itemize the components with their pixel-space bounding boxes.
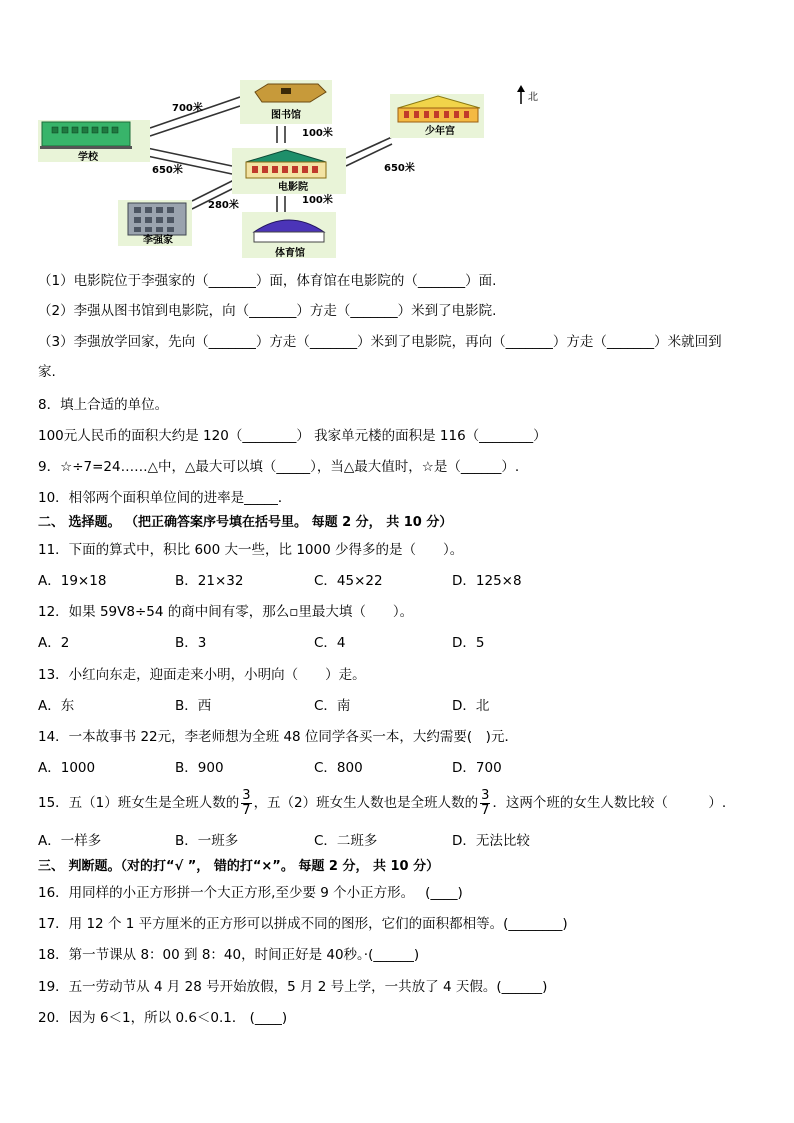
q7-part2: （2）李强从图书馆到电影院，向（_______）方走（_______）米到了电影院. [38,303,497,319]
q9: 9．☆÷7=24……△中，△最大可以填（_____），当△最大值时，☆是（______）. [38,459,520,475]
q14-option-b: B．900 [175,760,224,776]
distance-library-cinema: 100米 [302,128,333,139]
distance-home-cinema: 280米 [208,200,239,211]
q13-option-b: B．西 [175,698,212,714]
q15-stem-part-a: 15．五（1）班女生是全班人数的 [38,795,240,811]
library-label: 图书馆 [271,110,301,121]
cinema-building [232,148,346,194]
fraction-numerator: 3 [481,787,490,803]
q8-title: 8．填上合适的单位。 [38,397,169,413]
q15-option-d: D．无法比较 [452,833,530,849]
q14-option-a: A．1000 [38,760,96,776]
home-building [118,200,192,246]
q17: 17．用 12 个 1 平方厘米的正方形可以拼成不同的图形，它们的面积都相等。(________) [38,916,568,932]
school-building [38,120,150,163]
q14-option-d: D．700 [452,760,502,776]
q15-stem-part-c: ．这两个班的女生人数比较（ ）. [492,795,727,811]
q19: 19．五一劳动节从 4 月 28 号开始放假，5 月 2 号上学，一共放了 4 天假。(______) [38,979,548,995]
location-map [0,0,794,265]
distance-cinema-youth: 650米 [384,163,415,174]
q7-part3-cont: 家. [38,364,56,380]
distance-school-cinema: 650米 [152,165,183,176]
q11-option-c: C．45×22 [314,573,383,589]
q15-stem-part-b: ，五（2）班女生人数也是全班人数的 [253,795,479,811]
q18: 18．第一节课从 8：00 到 8：40，时间正好是 40秒。·(______) [38,947,420,963]
q16: 16．用同样的小正方形拼一个大正方形,至少要 9 个小正方形。 (____) [38,885,463,901]
q20: 20．因为 6＜1，所以 0.6＜0.1． (____) [38,1010,288,1026]
gym-building [242,212,336,259]
cinema-label: 电影院 [278,182,308,193]
q11-stem: 11．下面的算式中，积比 600 大一些，比 1000 少得多的是（ ）。 [38,542,464,558]
q15-option-a: A．一样多 [38,833,102,849]
q7-part3: （3）李强放学回家，先向（_______）方走（_______）米到了电影院，再向（_______）方走（_______）米就回到 [38,334,722,350]
q13-stem: 13．小红向东走，迎面走来小明，小明向（ ）走。 [38,667,366,683]
fraction-numerator: 3 [242,787,251,803]
q13-option-d: D．北 [452,698,490,714]
fraction-denominator: 7 [481,802,490,818]
youth-palace-label: 少年宫 [425,126,455,137]
q11-option-b: B．21×32 [175,573,244,589]
q7-part1: （1）电影院位于李强家的（_______）面，体育馆在电影院的（_______）面. [38,273,497,289]
fraction-three-sevenths-1 [241,789,251,818]
q15-stem [38,786,726,820]
q11-option-d: D．125×8 [452,573,522,589]
distance-cinema-gym: 100米 [302,195,333,206]
q12-stem: 12．如果 59Ⅴ8÷54 的商中间有零，那么▫里最大填（ ）。 [38,604,414,620]
home-label: 李强家 [143,235,173,246]
library-building [240,80,332,124]
q14-option-c: C．800 [314,760,363,776]
q13-option-c: C．南 [314,698,351,714]
q12-option-a: A．2 [38,635,70,651]
q14-stem: 14．一本故事书 22元，李老师想为全班 48 位同学各买一本，大约需要( )元． [38,729,518,745]
q11-option-a: A．19×18 [38,573,107,589]
fraction-three-sevenths-2 [480,789,490,818]
gym-label: 体育馆 [275,248,305,259]
north-label: 北 [528,92,538,103]
q12-option-d: D．5 [452,635,485,651]
north-arrow-icon [517,85,538,104]
fraction-denominator: 7 [242,802,251,818]
q13-option-a: A．东 [38,698,75,714]
q12-option-b: B．3 [175,635,207,651]
section-2-heading: 二、 选择题。 （把正确答案序号填在括号里。 每题 2 分， 共 10 分） [38,515,453,530]
q8-line: 100元人民币的面积大约是 120（________） 我家单元楼的面积是 116（________） [38,428,547,444]
q15-option-b: B．一班多 [175,833,239,849]
school-label: 学校 [78,152,98,163]
q10: 10．相邻两个面积单位间的进率是_____． [38,490,292,506]
youth-palace-building [390,94,484,138]
distance-school-library: 700米 [172,103,203,114]
section-3-heading: 三、 判断题。（对的打“√ ”， 错的打“×”。 每题 2 分， 共 10 分） [38,859,440,874]
q15-option-c: C．二班多 [314,833,378,849]
q12-option-c: C．4 [314,635,346,651]
